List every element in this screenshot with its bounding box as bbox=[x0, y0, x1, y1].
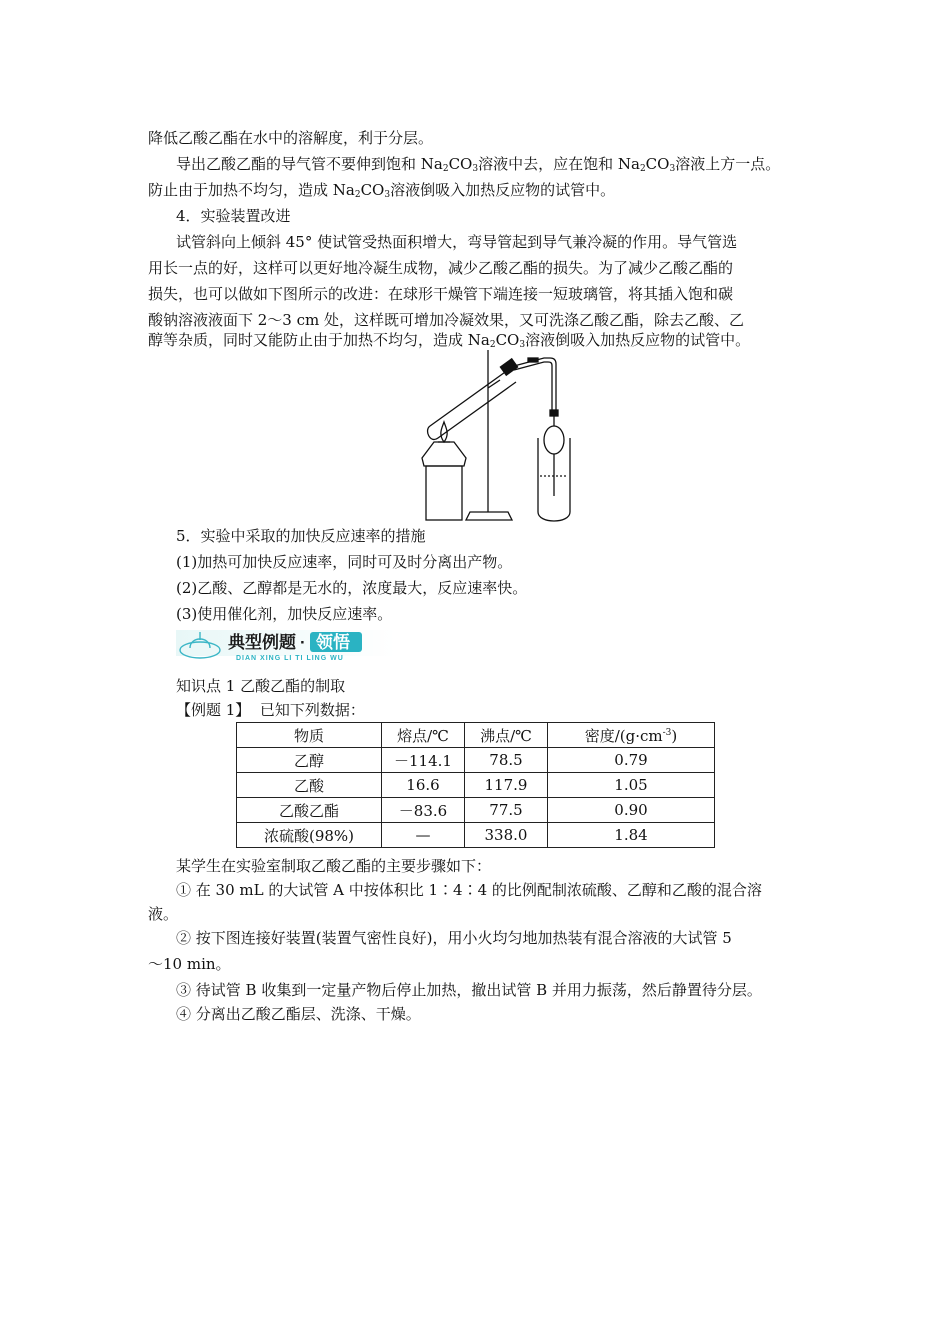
stand-base bbox=[466, 512, 512, 520]
banner-accent: 领悟 bbox=[316, 633, 350, 652]
paragraph-line: 降低乙酸乙酯在水中的溶解度，利于分层。 bbox=[148, 129, 434, 147]
example-intro: 【例题 1】 已知下列数据： bbox=[176, 701, 365, 719]
table-cell: 浓硫酸(98%) bbox=[237, 823, 382, 848]
table-cell: — bbox=[382, 823, 465, 848]
table-cell: 338.0 bbox=[465, 823, 548, 848]
step-item: ② 按下图连接好装置(装置气密性良好)，用小火均匀地加热装有混合溶液的大试管 5 bbox=[176, 929, 732, 947]
paragraph-line: 损失，也可以做如下图所示的改进：在球形干燥管下端连接一短玻璃管，将其插入饱和碳 bbox=[148, 285, 734, 303]
step-item: ④ 分离出乙酸乙酯层、洗涤、干燥。 bbox=[176, 1005, 421, 1023]
list-item: (3)使用催化剂，加快反应速率。 bbox=[176, 605, 393, 623]
step-item-continued: 液。 bbox=[148, 905, 179, 923]
steps-intro: 某学生在实验室制取乙酸乙酯的主要步骤如下： bbox=[176, 857, 492, 875]
banner-dot: · bbox=[300, 633, 306, 652]
heating-block bbox=[426, 466, 462, 520]
table-cell: 77.5 bbox=[465, 798, 548, 823]
alcohol-lamp bbox=[422, 442, 466, 466]
header-cell: 物质 bbox=[237, 723, 382, 748]
table-cell: 乙醇 bbox=[237, 748, 382, 773]
section-heading: 4．实验装置改进 bbox=[176, 207, 291, 225]
paragraph-line: 防止由于加热不均匀，造成 $Na_2CO_3$溶液倒吸入加热反应物的试管中。 bbox=[148, 181, 616, 200]
banner-pinyin: DIAN XING LI TI LING WU bbox=[236, 655, 344, 662]
paragraph-line: 试管斜向上倾斜 45° 使试管受热面积增大，弯导管起到导气兼冷凝的作用。导气管选 bbox=[176, 233, 738, 251]
table-cell: 1.05 bbox=[548, 773, 715, 798]
step-item-continued: ～10 min。 bbox=[148, 955, 231, 973]
table-row bbox=[237, 773, 715, 798]
clamp bbox=[488, 380, 500, 388]
table-cell: 0.90 bbox=[548, 798, 715, 823]
table-cell: －83.6 bbox=[382, 798, 465, 823]
table-cell: 0.79 bbox=[548, 748, 715, 773]
paragraph-line: 用长一点的好，这样可以更好地冷凝生成物，减少乙酸乙酯的损失。为了减少乙酸乙酯的 bbox=[148, 259, 734, 277]
apparatus-diagram bbox=[404, 348, 604, 524]
banner-title: 典型例题 bbox=[228, 633, 296, 652]
table-cell: 117.9 bbox=[465, 773, 548, 798]
list-item: (1)加热可加快反应速率，同时可及时分离出产物。 bbox=[176, 553, 513, 571]
table-cell: 16.6 bbox=[382, 773, 465, 798]
table-cell: 乙酸乙酯 bbox=[237, 798, 382, 823]
table-cell: －114.1 bbox=[382, 748, 465, 773]
table-header-row bbox=[237, 723, 715, 748]
table-cell: 乙酸 bbox=[237, 773, 382, 798]
section-banner bbox=[176, 626, 396, 662]
header-cell: 熔点/℃ bbox=[382, 723, 465, 748]
data-table bbox=[236, 722, 715, 848]
paragraph-line: 导出乙酸乙酯的导气管不要伸到饱和 $Na_2CO_3$溶液中去，应在饱和 $Na_2CO_3$溶液上方一点。 bbox=[176, 155, 781, 174]
table-row bbox=[237, 823, 715, 848]
drying-bulb bbox=[544, 426, 564, 454]
list-item: (2)乙酸、乙醇都是无水的，浓度最大，反应速率快。 bbox=[176, 579, 528, 597]
paragraph-line: 醇等杂质，同时又能防止由于加热不均匀，造成 $Na_2CO_3$溶液倒吸入加热反应物的试管中。 bbox=[148, 331, 751, 350]
step-item: ③ 待试管 B 收集到一定量产物后停止加热，撤出试管 B 并用力振荡，然后静置待分层。 bbox=[176, 981, 762, 999]
table-cell: 1.84 bbox=[548, 823, 715, 848]
header-cell: 密度$/(g\cdot cm^{-3})$ bbox=[548, 723, 715, 748]
table-row bbox=[237, 798, 715, 823]
section-heading: 5．实验中采取的加快反应速率的措施 bbox=[176, 527, 426, 545]
header-cell: 沸点/℃ bbox=[465, 723, 548, 748]
table-row bbox=[237, 748, 715, 773]
step-item: ① 在 30 mL 的大试管 A 中按体积比 1∶4∶4 的比例配制浓硫酸、乙醇和乙酸的混合溶 bbox=[176, 881, 762, 899]
knowledge-point: 知识点 1 乙酸乙酯的制取 bbox=[176, 677, 346, 695]
table-cell: 78.5 bbox=[465, 748, 548, 773]
paragraph-line: 酸钠溶液液面下 2～3 cm 处，这样既可增加冷凝效果，又可洗涤乙酸乙酯，除去乙酸、乙 bbox=[148, 311, 745, 329]
delivery-tube bbox=[514, 358, 556, 410]
test-tube-a bbox=[428, 370, 516, 439]
